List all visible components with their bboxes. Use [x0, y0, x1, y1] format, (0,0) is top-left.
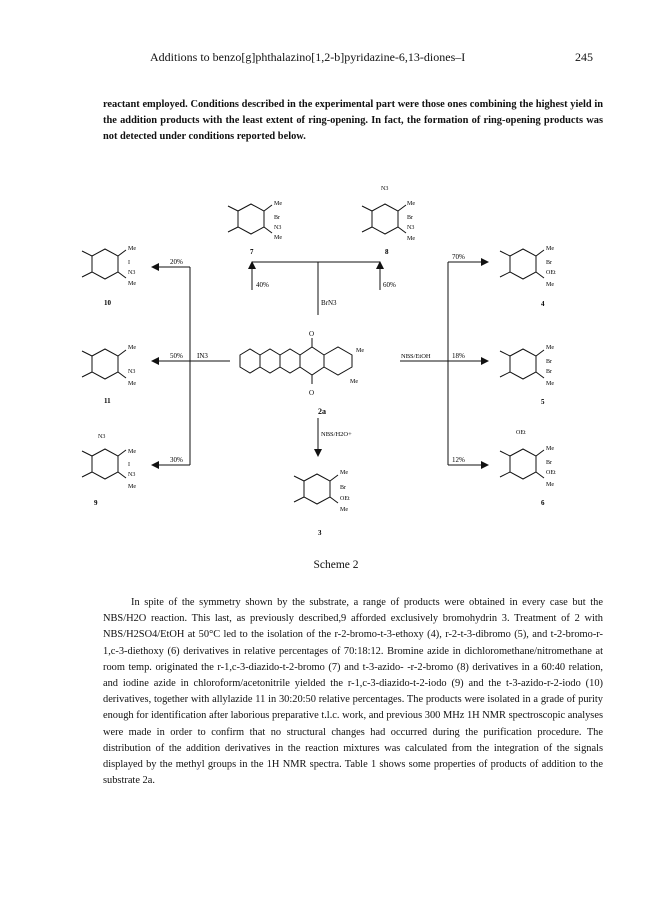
c8-me2: Me	[407, 236, 415, 242]
substrate-2a	[240, 330, 364, 416]
carbonyl-o-top: O	[309, 330, 315, 338]
pct-4: 70%	[452, 253, 465, 261]
c7-me2: Me	[274, 235, 282, 241]
compound-8: 8	[385, 248, 389, 256]
reagent-left: IN3	[197, 352, 208, 360]
c6-oet2: OEt	[546, 470, 556, 476]
c9-me2: Me	[128, 484, 136, 490]
me-top: Me	[356, 348, 364, 354]
compound-11: 11	[104, 397, 111, 405]
page-number: 245	[575, 50, 593, 64]
c10-me1: Me	[128, 246, 136, 252]
c10-n3: N3	[128, 270, 136, 276]
c4-me1: Me	[546, 246, 554, 252]
running-title: Additions to benzo[g]phthalazino[1,2-b]pyridazine-6,13-diones–I	[150, 50, 466, 64]
c11-me1: Me	[128, 345, 136, 351]
c7-br: Br	[274, 215, 280, 221]
c3-me1: Me	[340, 470, 348, 476]
c9-i: I	[128, 462, 130, 468]
c4-me2: Me	[546, 282, 554, 288]
c9-n3b: N3	[128, 472, 136, 478]
carbonyl-o-bottom: O	[309, 389, 315, 397]
pct-9: 30%	[170, 456, 183, 464]
c8-n3b: N3	[407, 225, 415, 231]
c9-me1: Me	[128, 449, 136, 455]
c6-br: Br	[546, 460, 552, 466]
pct-5: 18%	[452, 352, 465, 360]
c7-n3: N3	[274, 225, 282, 231]
scheme-caption: Scheme 2	[313, 559, 359, 571]
c6-oet1: OEt	[516, 430, 526, 436]
body-paragraph: In spite of the symmetry shown by the substrate, a range of products were obtained in every case but the NBS/H2O reaction. This last, as previously described,9 afforded exclusively bromohydrin 3. Treatment of 2 with NBS/H2SO4/EtOH at 50°C led to the isolation of the r-2-bromo-t-3-ethoxy (4), r-2-t-3-dibromo (5), and t-2-bromo-r-1,c-3-diethoxy (6) derivatives in relative percentages of 70:18:12. Bromine azide in dichloromethane/nitromethane at room temp. originated the r-1,c-3-diazido-t-2-bromo (7) and t-3-azido- -r-2-bromo (8) derivatives in a 60:40 relation, and iodine azide in chloroform/acetonitrile yielded the r-1,c-3-diazido-t-2-iodo (9) and the t-3-azido-r-2-iodo (10) derivatives, together with allylazide 11 in 30:20:50 relative percentages. The products were isolated in a grade of purity enough for identification after laborious preparative t.l.c. work, and previous 300 MHz 1H NMR spectroscopic analyses were made in order to confirm that no structural changes had occurred during the purification procedure. The distribution of the addition derivatives in the reaction mixtures was calculated from the integration of the signals displayed by the methyl groups in the 1H NMR spectra. Table 1 shows some properties of products of addition to the substrate 2a.	[103, 597, 603, 787]
c5-me1: Me	[546, 345, 554, 351]
c5-br2: Br	[546, 369, 552, 375]
pct-11: 50%	[170, 352, 183, 360]
compound-9: 9	[94, 499, 98, 507]
c8-br: Br	[407, 215, 413, 221]
c10-me2: Me	[128, 281, 136, 287]
c5-me2: Me	[546, 381, 554, 387]
compound-6: 6	[541, 499, 545, 507]
pct-7: 40%	[256, 281, 269, 289]
c3-br: Br	[340, 485, 346, 491]
intro-paragraph: reactant employed. Conditions described in the experimental part were those ones combining the highest yield in the addition products with the least extent of ring-opening. In fact, the formation of ring-opening products was not detected under conditions reported below.	[103, 99, 603, 142]
me-bottom: Me	[350, 379, 358, 385]
c8-me1: Me	[407, 201, 415, 207]
c5-br1: Br	[546, 359, 552, 365]
c6-me2: Me	[546, 482, 554, 488]
c11-n3: N3	[128, 369, 136, 375]
body-text	[103, 595, 603, 789]
c4-oet: OEt	[546, 270, 556, 276]
c6-me1: Me	[546, 446, 554, 452]
c11-me2: Me	[128, 381, 136, 387]
reagent-right: NBS/EtOH	[401, 353, 431, 360]
c10-i: I	[128, 260, 130, 266]
c7-me1: Me	[274, 201, 282, 207]
pct-10: 20%	[170, 258, 183, 266]
c8-n3: N3	[381, 186, 389, 192]
compound-5: 5	[541, 398, 545, 406]
reagent-top: BrN3	[321, 299, 337, 307]
compound-4: 4	[541, 300, 545, 308]
compound-3: 3	[318, 529, 322, 537]
c9-n3a: N3	[98, 434, 106, 440]
pct-6: 12%	[452, 456, 465, 464]
pct-8: 60%	[383, 281, 396, 289]
c3-oet: OEt	[340, 496, 350, 502]
substrate-label: 2a	[318, 407, 326, 416]
reagent-bottom: NBS/H2O+	[321, 431, 352, 438]
compound-10: 10	[104, 299, 111, 307]
c4-br: Br	[546, 260, 552, 266]
compound-7: 7	[250, 248, 254, 256]
c3-me2: Me	[340, 507, 348, 513]
